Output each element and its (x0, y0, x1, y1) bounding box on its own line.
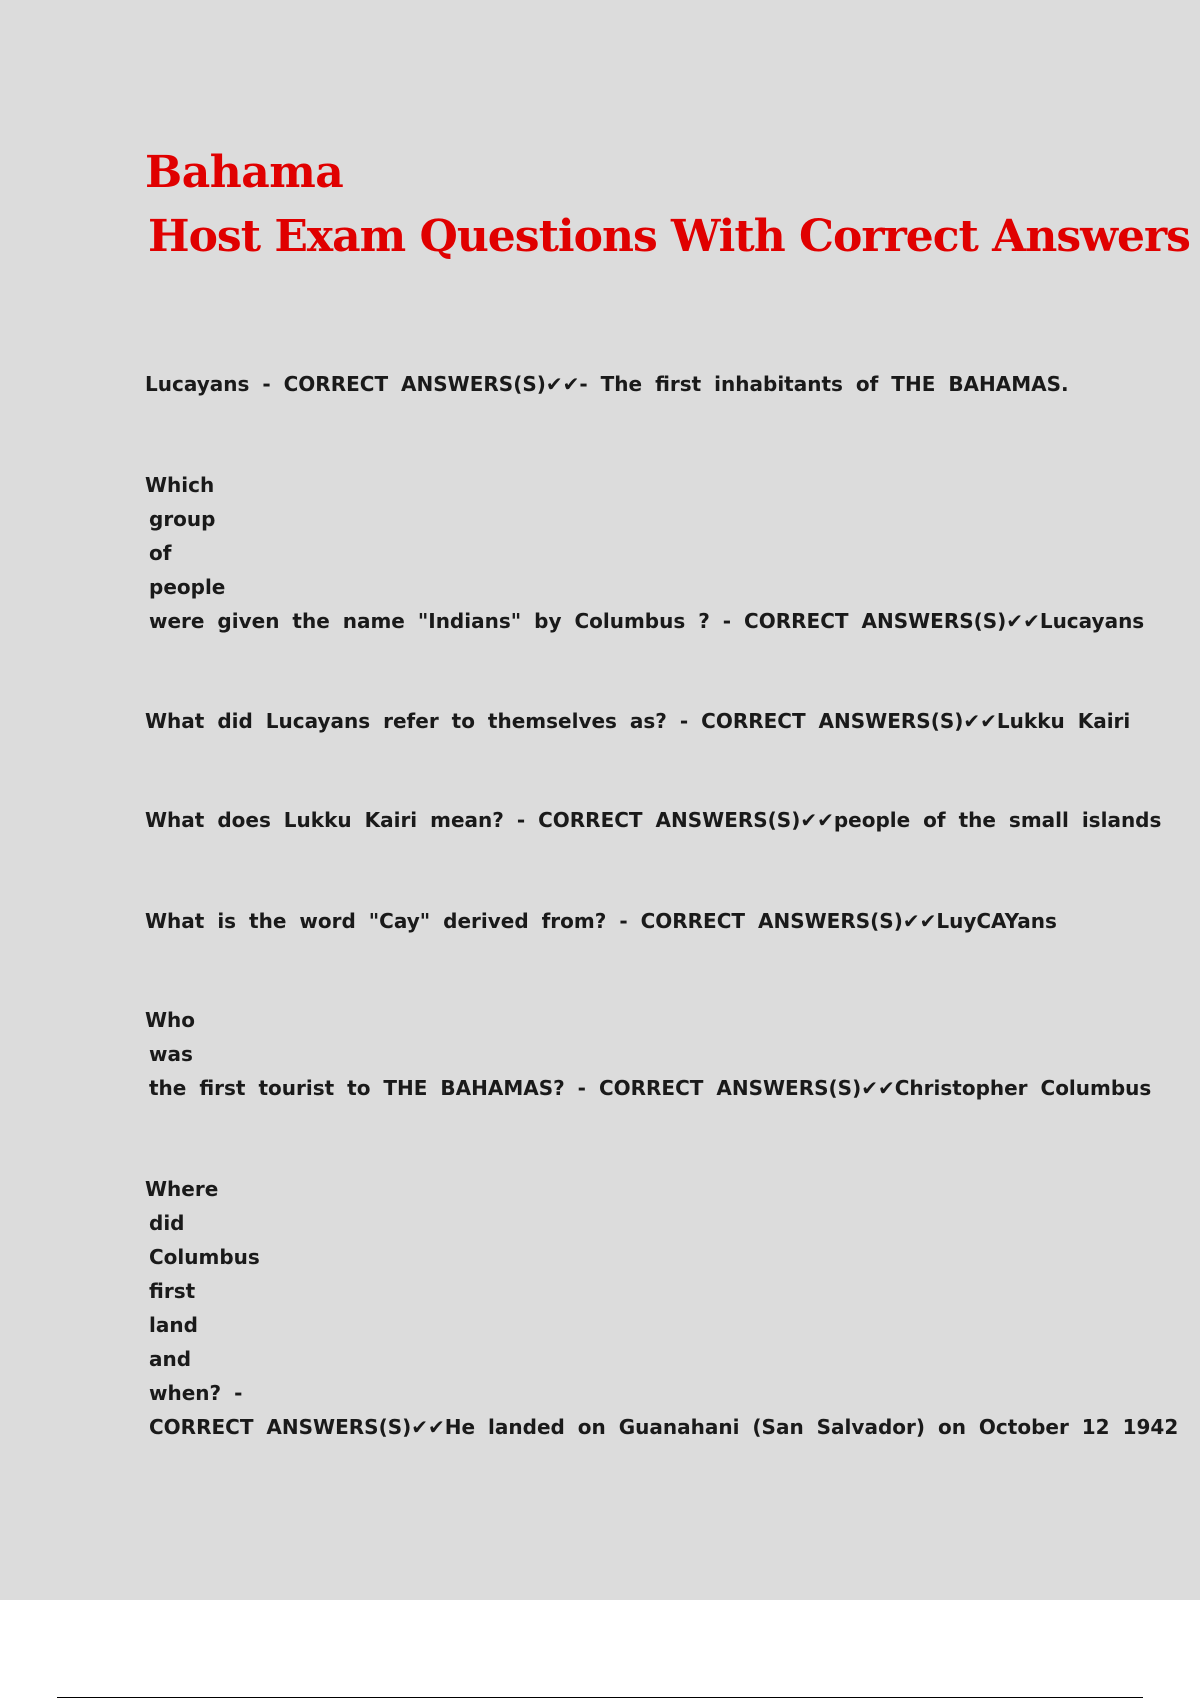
qa-line: What does Lukku Kairi mean? - CORRECT ANSWERS(S)✔✔people of the small islands (145, 808, 1162, 832)
footer-divider (57, 1697, 1143, 1698)
qa-line: first (149, 1279, 196, 1303)
qa-line: Columbus (149, 1245, 260, 1269)
qa-line: Lucayans - CORRECT ANSWERS(S)✔✔- The first inhabitants of THE BAHAMAS. (145, 372, 1069, 396)
document-title (145, 148, 1190, 262)
qa-line: did (149, 1211, 185, 1235)
qa-line: What is the word "Cay" derived from? - CORRECT ANSWERS(S)✔✔LuyCAYans (145, 909, 1057, 933)
qa-line: CORRECT ANSWERS(S)✔✔He landed on Guanahani (San Salvador) on October 12 1942 (149, 1415, 1179, 1439)
qa-line: and (149, 1347, 192, 1371)
qa-item-2 (145, 468, 1145, 638)
qa-item-6 (145, 1003, 1152, 1105)
qa-line: were given the name "Indians" by Columbus ? - CORRECT ANSWERS(S)✔✔Lucayans (149, 609, 1145, 633)
qa-line: was (149, 1042, 193, 1066)
qa-line: Where (145, 1177, 219, 1201)
qa-line: Which (145, 473, 215, 497)
qa-line: the first tourist to THE BAHAMAS? - CORRECT ANSWERS(S)✔✔Christopher Columbus (149, 1076, 1152, 1100)
qa-item-3 (145, 704, 1131, 738)
qa-line: What did Lucayans refer to themselves as? - CORRECT ANSWERS(S)✔✔Lukku Kairi (145, 709, 1131, 733)
title-line-1: Bahama (145, 147, 344, 198)
qa-line: Who (145, 1008, 196, 1032)
qa-line: group (149, 507, 216, 531)
qa-line: of (149, 541, 172, 565)
qa-item-4 (145, 803, 1162, 837)
title-line-2: Host Exam Questions With Correct Answers (148, 211, 1190, 262)
qa-item-7 (145, 1172, 1179, 1444)
qa-line: land (149, 1313, 198, 1337)
qa-item-5 (145, 904, 1085, 938)
qa-line: when? - (149, 1381, 243, 1405)
qa-line: people (149, 575, 226, 599)
qa-item-1 (145, 367, 1085, 401)
